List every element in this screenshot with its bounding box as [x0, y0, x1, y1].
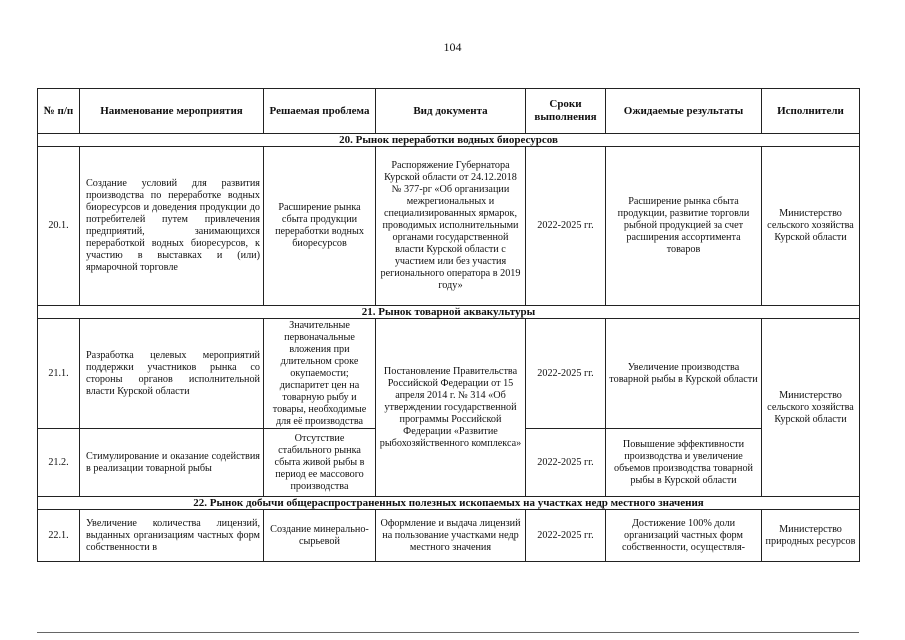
- table-row: [38, 510, 860, 562]
- section-title: 21. Рынок товарной аквакультуры: [38, 306, 860, 319]
- row-result: Достижение 100% доли организаций частных форм собственности, осуществля-: [606, 510, 762, 562]
- section-title-row: [38, 497, 860, 510]
- table-row: [38, 147, 860, 306]
- action-plan-table: [37, 88, 860, 562]
- row-problem: Создание минерально-сырьевой: [264, 510, 376, 562]
- row-doc: Оформление и выдача лицензий на пользование участками недр местного значения: [376, 510, 526, 562]
- header-term: Сроки выполнения: [526, 89, 606, 134]
- row-name: Увеличение количества лицензий, выданных организациям частных форм собственности в: [80, 510, 264, 562]
- row-num: 22.1.: [38, 510, 80, 562]
- header-row: [38, 89, 860, 134]
- row-problem: Расширение рынка сбыта продукции переработки водных биоресурсов: [264, 147, 376, 306]
- row-term: 2022-2025 гг.: [526, 147, 606, 306]
- header-result: Ожидаемые результаты: [606, 89, 762, 134]
- header-exec: Исполнители: [762, 89, 860, 134]
- row-exec: Министерство природных ресурсов: [762, 510, 860, 562]
- section-title-row: [38, 306, 860, 319]
- section-title-row: [38, 134, 860, 147]
- page-number: 104: [443, 40, 462, 54]
- row-exec: Министерство сельского хозяйства Курской области: [762, 319, 860, 497]
- bottom-rule: [37, 632, 859, 633]
- section-title: 22. Рынок добычи общераспространенных полезных ископаемых на участках недр местного значения: [38, 497, 860, 510]
- row-exec: Министерство сельского хозяйства Курской области: [762, 147, 860, 306]
- row-name: Стимулирование и оказание содействия в реализации товарной рыбы: [80, 429, 264, 497]
- row-num: 20.1.: [38, 147, 80, 306]
- row-term: 2022-2025 гг.: [526, 510, 606, 562]
- row-term: 2022-2025 гг.: [526, 319, 606, 429]
- row-term: 2022-2025 гг.: [526, 429, 606, 497]
- section-title: 20. Рынок переработки водных биоресурсов: [38, 134, 860, 147]
- row-num: 21.1.: [38, 319, 80, 429]
- header-num: № п/п: [38, 89, 80, 134]
- header-doc: Вид документа: [376, 89, 526, 134]
- table-row: [38, 319, 860, 429]
- row-name: Разработка целевых мероприятий поддержки участников рынка со стороны органов исполнительной власти Курской области: [80, 319, 264, 429]
- row-result: Расширение рынка сбыта продукции, развитие торговли рыбной продукцией за счет расширения ассортимента товаров: [606, 147, 762, 306]
- row-problem: Отсутствие стабильного рынка сбыта живой рыбы в период ее массового производства: [264, 429, 376, 497]
- row-doc: Распоряжение Губернатора Курской области от 24.12.2018 № 377-рг «Об организации межрегиональных и специализированных ярмарок, проводимых исполнительными органами государственной власти Курской области с участием или без участия регионального оператора в 2019 году»: [376, 147, 526, 306]
- row-name: Создание условий для развития производства по переработке водных биоресурсов и доведения продукции до потребителей путем привлечения предприятий, занимающихся переработкой водных биоресурсов, к участию в выставках и (или) ярмарочной торговле: [80, 147, 264, 306]
- row-doc: Постановление Правительства Российской Федерации от 15 апреля 2014 г. № 314 «Об утверждении государственной программы Российской Федерации «Развитие рыбохозяйственного комплекса»: [376, 319, 526, 497]
- row-result: Повышение эффективности производства и увеличение объемов производства товарной рыбы в Курской области: [606, 429, 762, 497]
- row-problem: Значительные первоначальные вложения при длительном сроке окупаемости; диспаритет цен на товарную рыбу и товары, необходимые для её производства: [264, 319, 376, 429]
- row-num: 21.2.: [38, 429, 80, 497]
- header-problem: Решаемая проблема: [264, 89, 376, 134]
- row-result: Увеличение производства товарной рыбы в Курской области: [606, 319, 762, 429]
- header-name: Наименование мероприятия: [80, 89, 264, 134]
